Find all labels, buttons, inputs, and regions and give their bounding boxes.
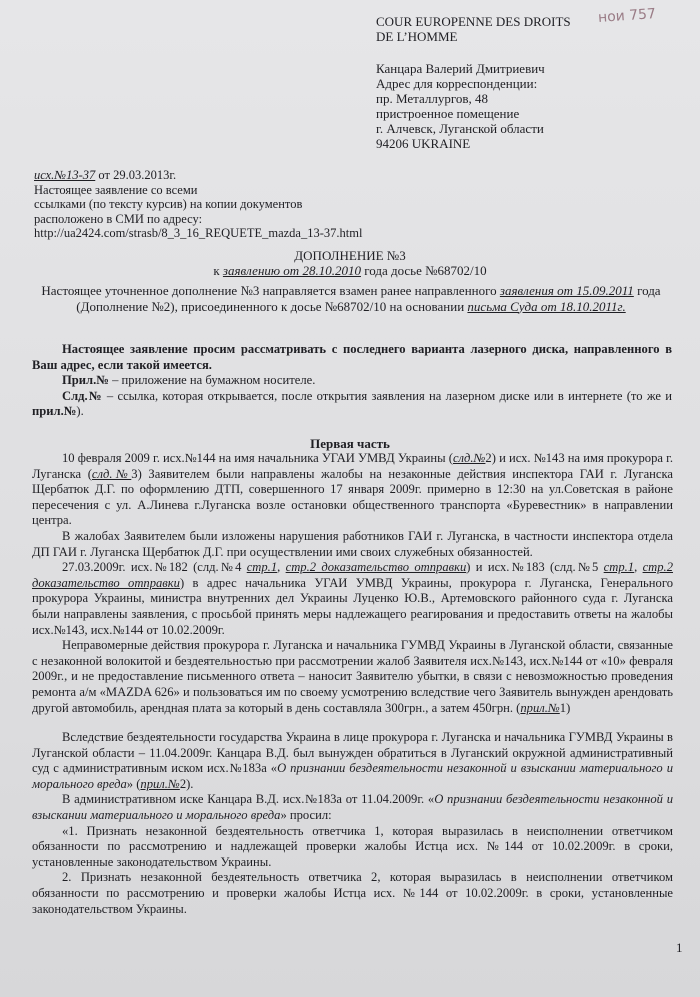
pril-label: Прил.№ <box>62 373 109 388</box>
title-sub-prefix: к <box>213 263 223 278</box>
court-name <box>376 14 571 44</box>
court-line-2: DE L’HOMME <box>376 29 458 44</box>
p1-text-b: 2) и исх. №143 на имя прокурора г. Луганска ( <box>32 451 673 481</box>
p4-text-a: Неправомерные действия прокурора г. Луганска и начальника ГУМВД Украины в Луганской области, связанные с незаконной волокитой и бездеятельностью при рассмотрении жалоб Заявителя исх.№143, исх.№144 от «10» февраля 2009г., и не предоставление письменного ответа – наносит Заявителю убытки, в связи с невозможностью проведения ремонта а/м «MAZDA 626» и пользоваться им по своему усмотрению вследствие чего Заявитель вынужден арендовать другой автомобиль, арендная плата за который в день составляла 300грн., а затем 450грн. ( <box>32 638 673 715</box>
court-letter-link[interactable]: письма Суда от 18.10.2011г. <box>467 298 626 314</box>
address-building: пристроенное помещение <box>376 106 520 121</box>
intro-text-b: года (Дополнение №2), присоединенного к досье №68702/10 на основании <box>76 283 661 314</box>
sld-4-page-1-link[interactable]: стр.1 <box>246 560 278 575</box>
paragraph-2: В жалобах Заявителем были изложены нарушения работников ГАИ г. Луганска, в частности инспектора отдела ДП ГАИ г. Луганска Щербатюк Д.Г. при осуществлении ими своих служебных обязанностей. <box>32 528 673 559</box>
p3-text-b: , <box>277 560 286 575</box>
outgoing-date: от 29.03.2013г. <box>95 168 177 182</box>
pril-text: – приложение на бумажном носителе. <box>108 373 316 388</box>
p3-text-d: , <box>634 560 643 575</box>
paragraph-1 <box>32 451 673 529</box>
document-title <box>0 248 700 278</box>
p5-text-b: » ( <box>126 776 141 791</box>
title-sub-suffix: года досье №68702/10 <box>360 263 487 278</box>
paragraph-7: «1. Признать незаконной бездеятельность ответчика 1, которая выразилась в неисполнении ответчиком обязанности по рассмотрению и надлежащей проверки жалобы Истца исх. №144 от 10.02.2009г. в сроки, установленные законодательством Украины. <box>32 823 673 869</box>
p1-text-c: 3) Заявителем были направлены жалобы на незаконные действия инспектора ГАИ г. Луганска Щербатюк Д.Г. по оформлению ДТП, совершенного 17 января 2009г. примерно в 12:30 на ул.Советская в районе пересечения с ул. А.Линева г.Луганска возле остановки общественного транспорта «Буревестник» в направлении центра. <box>32 466 674 528</box>
intro-paragraph <box>36 283 666 314</box>
address-label: Адрес для корреспонденции: <box>376 76 538 91</box>
claim-title-italic: О признании бездеятельности незаконной и взыскании материального и морального вреда <box>32 761 673 791</box>
handwritten-note: нои 757 <box>597 5 657 27</box>
paragraph-5 <box>32 730 673 792</box>
sender-name: Канцара Валерий Дмитриевич <box>376 61 545 76</box>
pril-2-link[interactable]: прил.№ <box>140 776 180 791</box>
address-street: пр. Металлургов, 48 <box>376 91 488 106</box>
sld-5-page-1-link[interactable]: стр.1 <box>603 560 635 575</box>
claim-title-italic-2: О признании бездеятельности незаконной и взыскании материального и морального вреда <box>32 792 673 823</box>
p6-text-b: » просил: <box>280 808 332 823</box>
notice-block <box>32 342 672 420</box>
paragraph-6 <box>32 792 673 823</box>
sld-2-link[interactable]: слд.№ <box>452 451 486 465</box>
outgoing-number: исх.№13-37 <box>34 168 96 182</box>
sender-block <box>376 61 545 151</box>
p5-text-a: Вследствие бездеятельности государства Украина в лице прокурора г. Луганска и начальника ГУМВД Украины в Луганской области – 11.04.2009г. Канцара В.Д. был вынужден обратиться в Луганский окружной административный суд с административным иском исх.№183а « <box>32 730 673 776</box>
application-link[interactable]: заявлению от 28.10.2010 <box>222 263 361 278</box>
p4-text-b: 1) <box>559 700 571 715</box>
notice-bold-text: Настоящее заявление просим рассматривать с последнего варианта лазерного диска, направленного в Ваш адрес, если такой имеется. <box>32 342 672 372</box>
pril-1-link[interactable]: прил.№ <box>520 700 560 715</box>
address-city: г. Алчевск, Луганской области <box>376 121 544 136</box>
main-body <box>32 451 673 917</box>
paragraph-4 <box>32 638 673 716</box>
sld-text: – ссылка, которая открывается, после открытия заявления на лазерном диске или в интернете (то же и <box>102 388 672 403</box>
p6-text-a: В административном иске Канцара В.Д. исх.№183а от 11.04.2009г. « <box>62 792 435 807</box>
section-heading: Первая часть <box>310 436 390 451</box>
sld-3-link[interactable]: слд.№ <box>91 466 132 481</box>
p5-text-c: 2). <box>179 776 194 791</box>
p3-text-c: ) и исх.№183 (слд.№5 <box>466 560 604 575</box>
sld-5-page-2-link[interactable]: стр.2 доказательство отправки <box>32 560 674 590</box>
paragraph-3 <box>32 560 673 638</box>
intro-text-a: Настоящее уточненное дополнение №3 направляется взамен ранее направленного <box>41 283 500 298</box>
reference-block <box>34 168 454 241</box>
reference-line-2: Настоящее заявление со всеми <box>34 182 198 197</box>
sld-end: ). <box>76 404 84 419</box>
reference-line-4: расположено в СМИ по адресу: <box>34 211 203 226</box>
previous-application-link[interactable]: заявления от 15.09.2011 <box>499 283 634 298</box>
document-url[interactable]: http://ua2424.com/strasb/8_3_16_REQUETE_mazda_13-37.html <box>34 226 363 240</box>
court-line-1: COUR EUROPENNE DES DROITS <box>376 14 571 29</box>
sld-label: Слд.№ <box>62 388 103 403</box>
p3-text-e: ) в адрес начальника УГАИ УМВД Украины, прокурора г. Луганска, Генерального прокурора Украины, министра внутренних дел Украины Луценко Ю.В., Артемовского районного суда г. Луганска были направлены заявления, с просьбой принять меры надлежащего реагирования и предоставить ответы на жалобы исх.№143, исх.№144 от 10.02.2009г. <box>32 575 673 637</box>
title-main: ДОПОЛНЕНИЕ №3 <box>294 248 406 263</box>
sld-4-page-2-link[interactable]: стр.2 доказательство отправки <box>285 560 467 575</box>
address-postal: 94206 UKRAINE <box>376 136 471 151</box>
paragraph-spacer <box>32 716 673 730</box>
page-number: 1 <box>676 940 683 955</box>
p3-text-a: 27.03.2009г. исх.№182 (слд.№4 <box>62 560 247 575</box>
sld-end-bold: прил.№ <box>32 404 77 419</box>
reference-line-3: ссылками (по тексту курсив) на копии документов <box>34 197 303 211</box>
paragraph-8: 2. Признать незаконной бездеятельность ответчика 2, которая выразилась в неисполнении ответчиком обязанности по рассмотрению и проверки жалобы Истца исх. №144 от 10.02.2009г. в сроки, установленные законодательством Украины. <box>32 870 673 916</box>
p1-text-a: 10 февраля 2009 г. исх.№144 на имя начальника УГАИ УМВД Украины ( <box>62 451 453 465</box>
